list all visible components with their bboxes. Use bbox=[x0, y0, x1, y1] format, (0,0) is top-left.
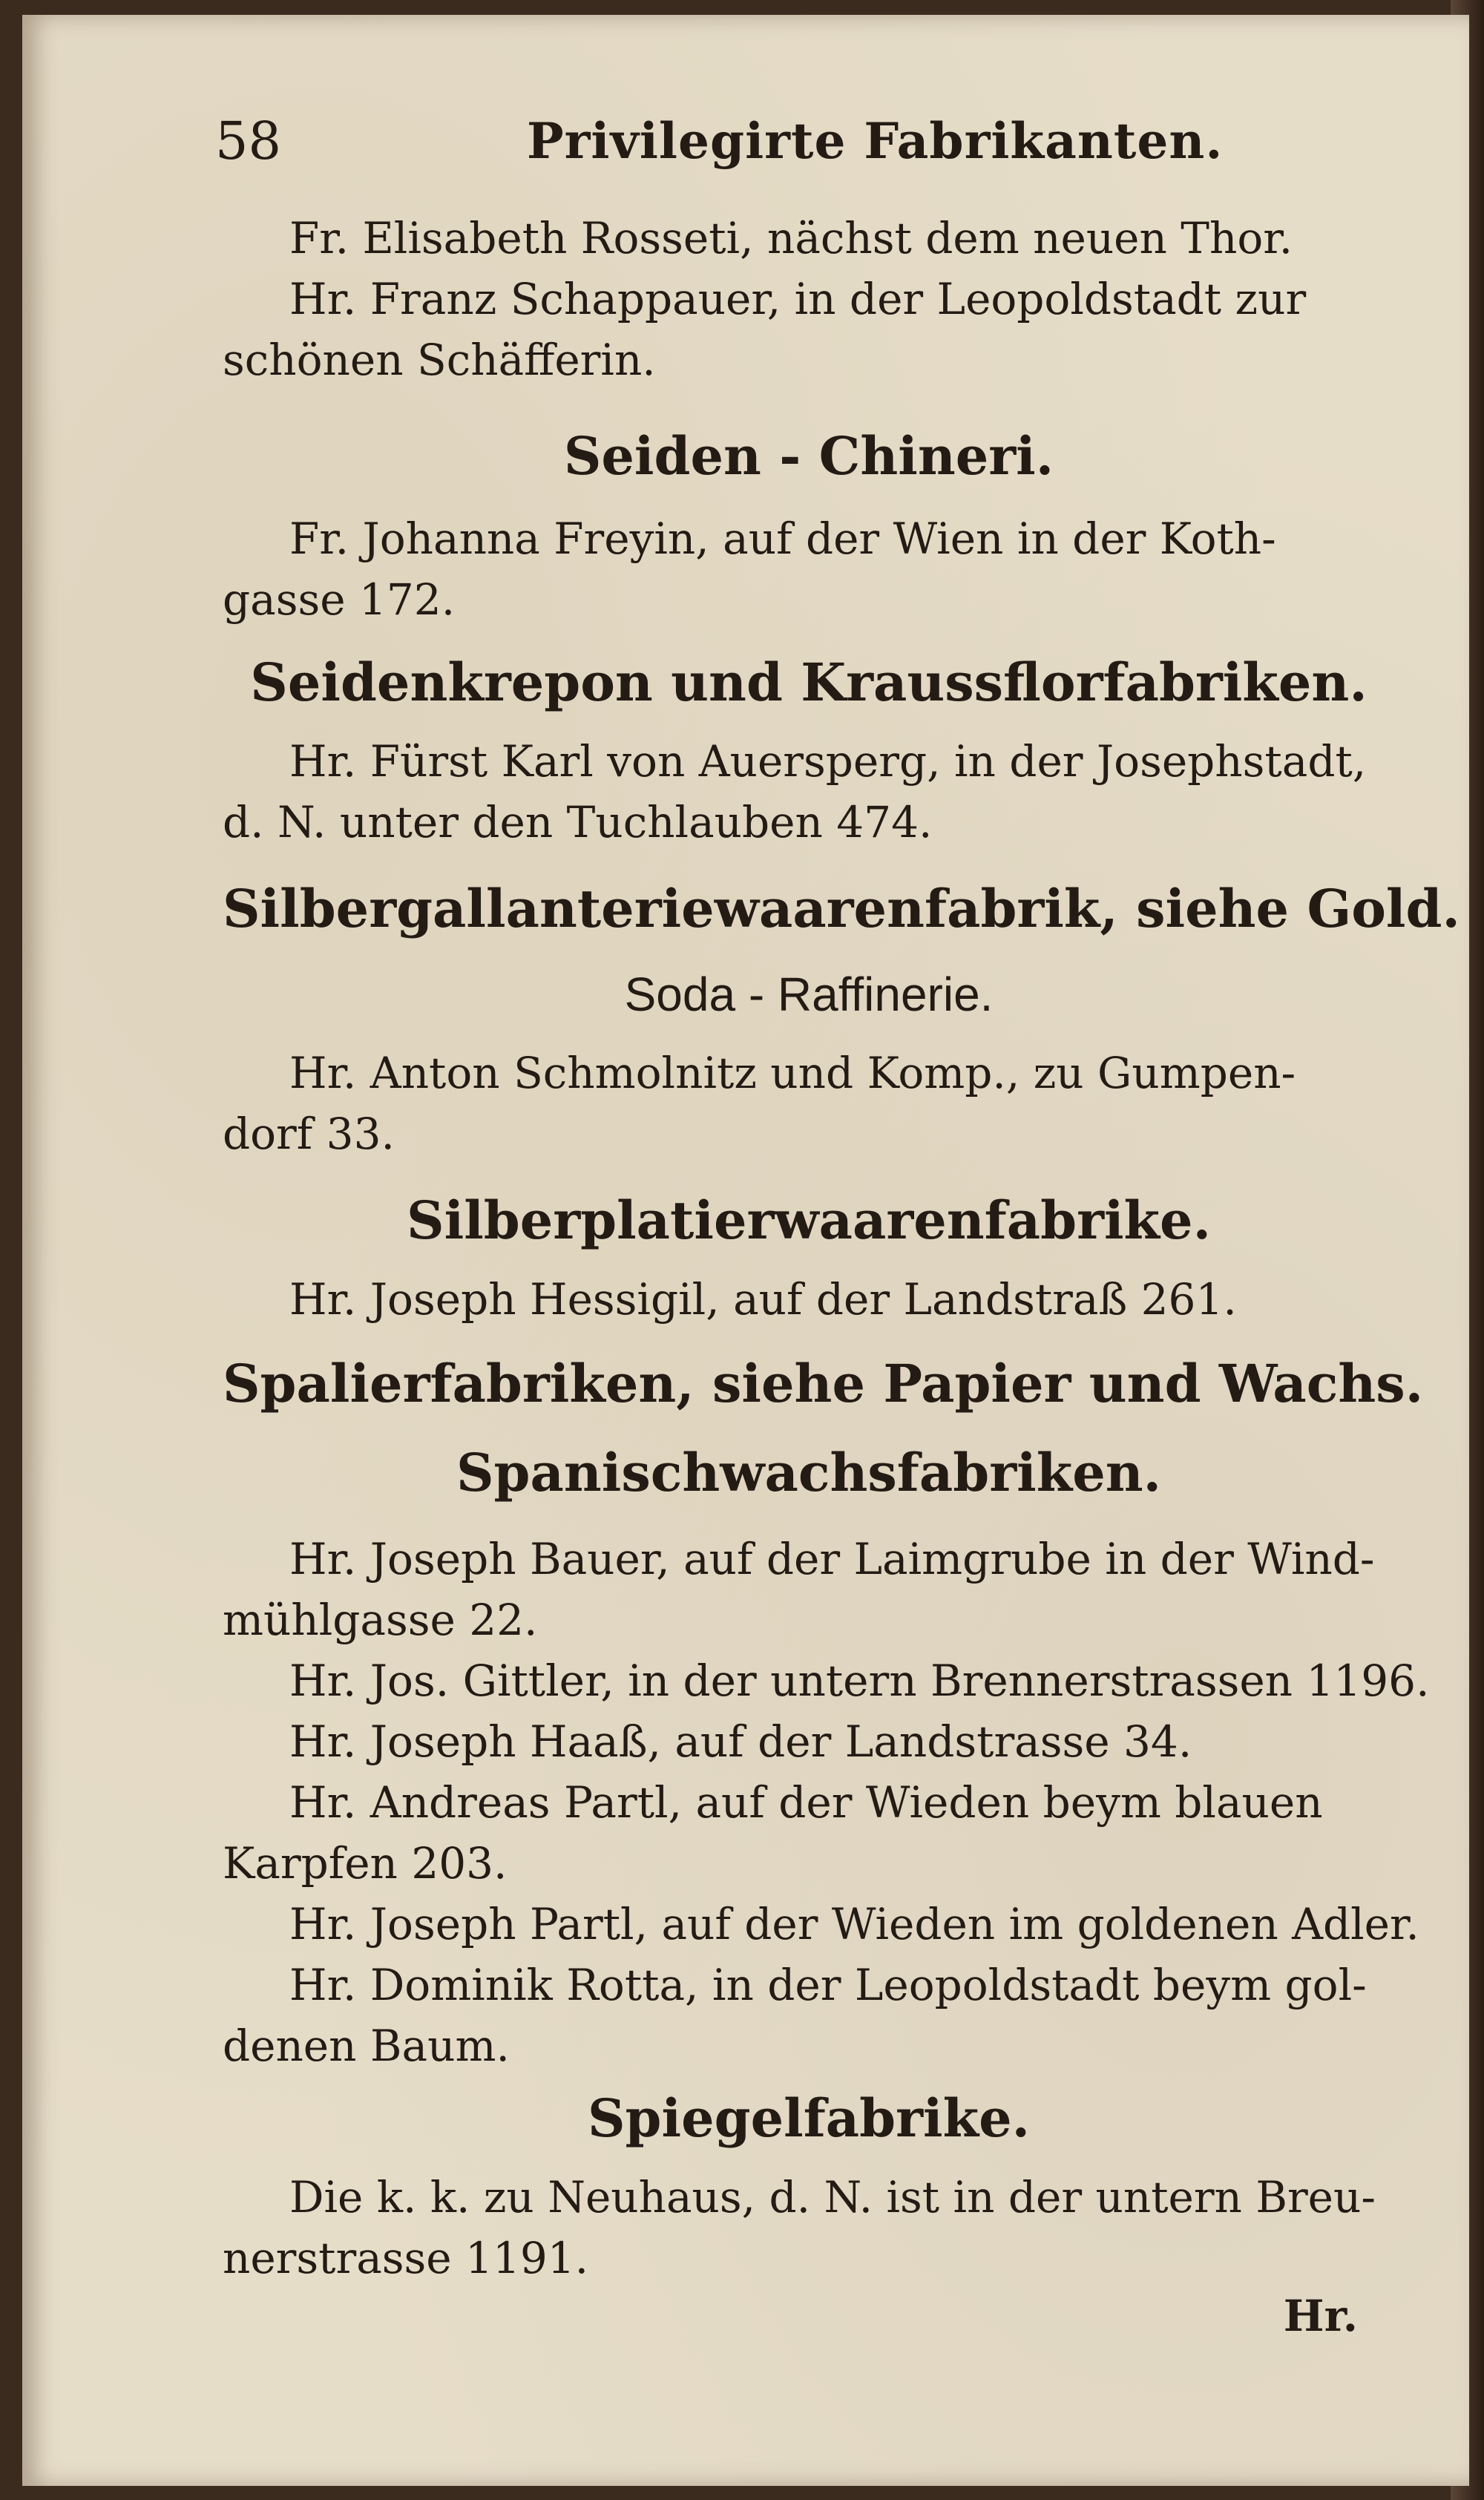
entry-line: Hr. Fürst Karl von Auersperg, in der Josephstadt, bbox=[289, 736, 1367, 787]
section-entry bbox=[223, 508, 1395, 630]
entry-line: denen Baum. bbox=[223, 2021, 510, 2071]
section-title: Silbergallanteriewaarenfabrik, siehe Gold. bbox=[223, 878, 1460, 939]
page-header bbox=[215, 104, 1388, 186]
entry-line: Die k. k. zu Neuhaus, d. N. ist in der untern Breu- bbox=[289, 2172, 1376, 2222]
catchword: Hr. bbox=[1283, 2291, 1358, 2341]
page-number: 58 bbox=[215, 111, 282, 171]
section-title: Silberplatierwaarenfabrike. bbox=[407, 1190, 1211, 1251]
entry-line: schönen Schäfferin. bbox=[223, 335, 656, 385]
entry-line: d. N. unter den Tuchlauben 474. bbox=[223, 797, 933, 847]
section-title: Spalierfabriken, siehe Papier und Wachs. bbox=[223, 1353, 1424, 1414]
entry-line: Hr. Anton Schmolnitz und Komp., zu Gumpen- bbox=[289, 1048, 1296, 1098]
section-entries bbox=[223, 1529, 1430, 2076]
entry-line: Hr. Dominik Rotta, in der Leopoldstadt beym gol- bbox=[289, 1960, 1367, 2010]
section-title: Spiegelfabrike. bbox=[588, 2087, 1030, 2149]
entry-line: mühlgasse 22. bbox=[223, 1595, 538, 1645]
section-entry bbox=[223, 1269, 1395, 1330]
entry-line: Hr. Franz Schappauer, in der Leopoldstadt zur bbox=[289, 274, 1307, 324]
entry-line: Hr. Joseph Haaß, auf der Landstrasse 34. bbox=[289, 1716, 1192, 1767]
entry-line: Hr. Joseph Bauer, auf der Laimgrube in der Wind- bbox=[289, 1534, 1375, 1584]
entry-line: dorf 33. bbox=[223, 1109, 395, 1159]
entry-line: Hr. Andreas Partl, auf der Wieden beym blauen bbox=[289, 1777, 1323, 1828]
entry-line: Hr. Joseph Partl, auf der Wieden im goldenen Adler. bbox=[289, 1899, 1419, 1949]
section-entry bbox=[223, 1043, 1395, 1164]
entry-line: Hr. Joseph Hessigil, auf der Landstraß 261. bbox=[289, 1274, 1237, 1325]
entry-line: Karpfen 203. bbox=[223, 1838, 508, 1889]
entry-line: nerstrasse 1191. bbox=[223, 2233, 589, 2283]
section-title: Soda - Raffinerie. bbox=[624, 968, 994, 1021]
book-page bbox=[22, 15, 1469, 2486]
section-entry bbox=[223, 2167, 1395, 2289]
entry-line: Fr. Johanna Freyin, auf der Wien in der Koth- bbox=[289, 514, 1276, 564]
entry-line: Hr. Jos. Gittler, in der untern Brennerstrassen 1196. bbox=[289, 1656, 1430, 1706]
entry-rosseti bbox=[223, 208, 1395, 390]
section-title: Spanischwachsfabriken. bbox=[456, 1442, 1161, 1503]
entry-line: Fr. Elisabeth Rosseti, nächst dem neuen Thor. bbox=[289, 213, 1293, 263]
entry-line: gasse 172. bbox=[223, 574, 456, 625]
running-title: Privilegirte Fabrikanten. bbox=[527, 112, 1224, 170]
section-title: Seiden - Chineri. bbox=[563, 425, 1054, 487]
section-entry bbox=[223, 731, 1395, 853]
section-title: Seidenkrepon und Kraussflorfabriken. bbox=[250, 652, 1368, 713]
